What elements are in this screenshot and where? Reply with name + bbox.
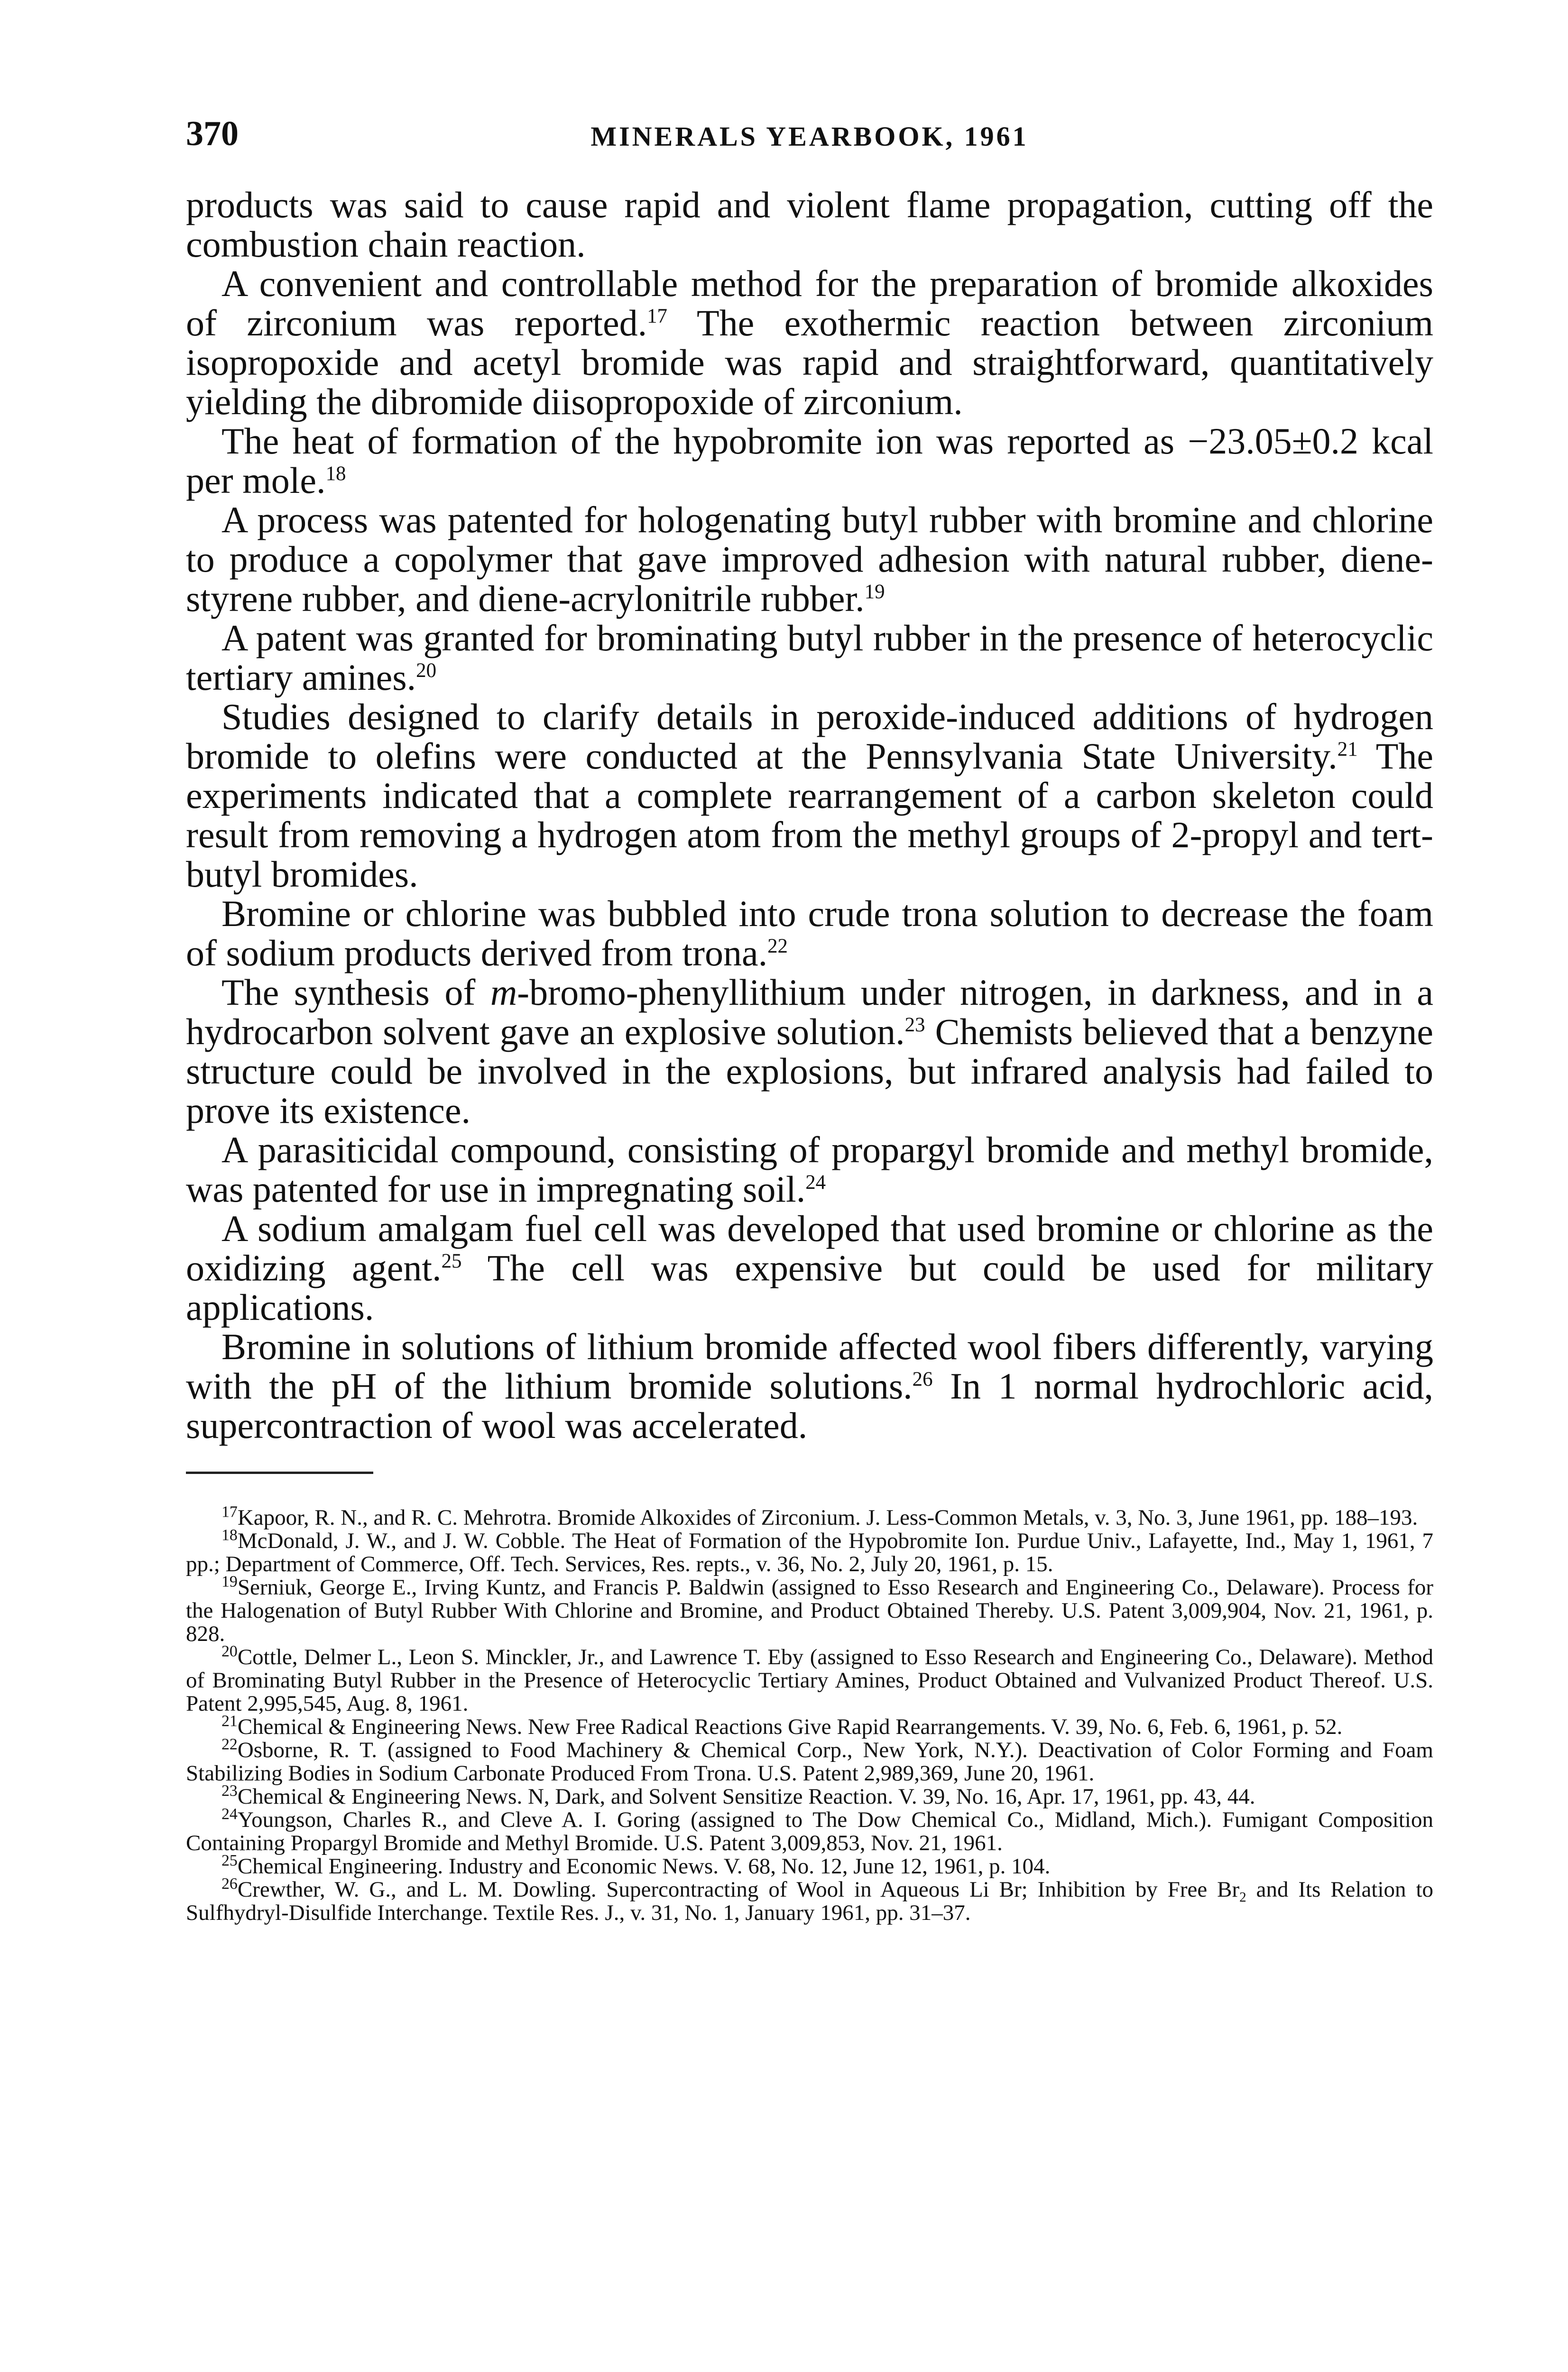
text-run: Osborne, R. T. (assigned to Food Machinery & Chemical Corp., New York, N.Y.). Deactivation of Color Forming and Foam Stabilizing Bodies in Sodium Carbonate Produced From Trona. U.S. Patent 2,989,369, June 20, 1961. (186, 1738, 1433, 1786)
footnote (186, 1712, 1433, 1739)
footnote-citation (186, 1738, 1433, 1786)
footnote-citation (238, 1854, 1051, 1879)
footnote (186, 1805, 1433, 1855)
paragraph (186, 618, 1433, 697)
text-run: A patent was granted for brominating butyl rubber in the presence of heterocyclic tertiary amines. (186, 617, 1433, 698)
footnote-citation (186, 1877, 1433, 1925)
text-run: Chemical & Engineering News. New Free Radical Reactions Give Rapid Rearrangements. V. 39, No. 6, Feb. 6, 1961, p. 52. (237, 1714, 1343, 1739)
text-run: and Its Relation to Sulfhydryl-Disulfide Interchange. Textile Res. J., v. 31, No. 1, January 1961, pp. 31–37. (186, 1877, 1433, 1925)
paragraph (186, 1327, 1433, 1445)
running-head: MINERALS YEARBOOK, 1961 (590, 121, 1029, 152)
text-run: The heat of formation of the hypobromite ion was reported as −23.05±0.2 kcal per mole. (186, 420, 1433, 501)
text-run: Cottle, Delmer L., Leon S. Minckler, Jr., and Lawrence T. Eby (assigned to Esso Research and Engineering Co., Delaware). Method of Brominating Butyl Rubber in the Presence of Heterocyclic Tertiary Amines, Product Obtained and Vulvanized Product Thereof. U.S. Patent 2,995,545, Aug. 8, 1961. (186, 1645, 1433, 1716)
paragraph (186, 1130, 1433, 1209)
footnote-reference: 25 (441, 1250, 462, 1272)
text-run: A convenient and controllable method for the preparation of bromide alkoxides of zirconium was reported. (186, 263, 1433, 343)
footnote-reference: 26 (912, 1368, 933, 1390)
page-header (186, 114, 1433, 185)
footnote-number: 26 (221, 1875, 238, 1893)
page (186, 114, 1433, 1925)
text-run: Crewther, W. G., and L. M. Dowling. Supercontracting of Wool in Aqueous Li Br; Inhibition by Free Br (237, 1877, 1240, 1902)
text-run: Chemists believed that a benzyne structure could be involved in the explosions, but infrared analysis had failed to prove its existence. (186, 1011, 1434, 1131)
footnote-number: 22 (221, 1735, 238, 1753)
text-run: The exothermic reaction between zirconium isopropoxide and acetyl bromide was rapid and straightforward, quantitatively yielding the dibromide diisopropoxide of zirconium. (186, 302, 1433, 422)
text-run: Serniuk, George E., Irving Kuntz, and Francis P. Baldwin (assigned to Esso Research and Engineering Co., Delaware). Process for the Halogenation of Butyl Rubber With Chlorine and Bromine, and Product Obtained Thereby. U.S. Patent 3,009,904, Nov. 21, 1961, p. 828. (186, 1575, 1433, 1646)
footnote (186, 1735, 1433, 1786)
subscript: 2 (1239, 1890, 1246, 1905)
footnote (186, 1782, 1433, 1809)
footnote-reference: 24 (805, 1171, 826, 1194)
paragraph (186, 500, 1433, 618)
footnote-number: 23 (221, 1782, 238, 1800)
footnote-number: 24 (221, 1805, 238, 1823)
footnote-reference: 21 (1337, 738, 1358, 760)
footnote-number: 19 (221, 1573, 238, 1591)
footnote-number: 18 (221, 1526, 238, 1544)
footnote-citation (238, 1714, 1343, 1739)
text-run: In 1 normal hydrochloric acid, supercontraction of wool was accelerated. (186, 1365, 1433, 1446)
footnote-citation (238, 1505, 1418, 1530)
footnote-reference: 19 (864, 581, 885, 603)
page-number: 370 (186, 114, 239, 153)
paragraph (186, 894, 1433, 973)
footnote-citation (186, 1645, 1433, 1716)
body-text (186, 185, 1433, 1445)
footnotes (186, 1503, 1433, 1925)
footnote-citation (186, 1529, 1433, 1576)
footnote-number: 20 (221, 1642, 238, 1660)
footnote-number: 17 (221, 1503, 238, 1521)
text-run: The cell was expensive but could be used for military applications. (186, 1247, 1433, 1328)
italic-text: m (490, 972, 517, 1013)
paragraph (186, 264, 1433, 421)
footnote-reference: 22 (767, 935, 788, 957)
text-run: The experiments indicated that a complete rearrangement of a carbon skeleton could result from removing a hydrogen atom from the methyl groups of 2-propyl and tert-butyl bromides. (186, 735, 1434, 895)
paragraph (186, 421, 1433, 500)
text-run: Youngson, Charles R., and Cleve A. I. Goring (assigned to The Dow Chemical Co., Midland, Mich.). Fumigant Composition Containing Propargyl Bromide and Methyl Bromide. U.S. Patent 3,009,853, Nov. 21, 1961. (186, 1807, 1433, 1855)
footnote-reference: 23 (904, 1014, 925, 1036)
text-run: Chemical Engineering. Industry and Economic News. V. 68, No. 12, June 12, 1961, p. 104. (237, 1854, 1051, 1879)
footnote-number: 21 (221, 1712, 238, 1730)
text-run: A sodium amalgam fuel cell was developed that used bromine or chlorine as the oxidizing agent. (186, 1208, 1433, 1288)
text-run: A process was patented for hologenating butyl rubber with bromine and chlorine to produce a copolymer that gave improved adhesion with natural rubber, diene-styrene rubber, and diene-acrylonitrile rubber. (186, 499, 1433, 619)
footnote-citation (186, 1575, 1433, 1646)
text-run: McDonald, J. W., and J. W. Cobble. The Heat of Formation of the Hypobromite Ion. Purdue Univ., Lafayette, Ind., May 1, 1961, 7 pp.; Department of Commerce, Off. Tech. Services, Res. repts., v. 36, No. 2, July 20, 1961, p. 15. (186, 1529, 1433, 1576)
paragraph (186, 973, 1433, 1130)
footnote (186, 1852, 1433, 1879)
footnote-number: 25 (221, 1852, 238, 1870)
text-run: Studies designed to clarify details in peroxide-induced additions of hydrogen bromide to olefins were conducted at the Pennsylvania State University. (186, 696, 1433, 777)
footnote (186, 1503, 1433, 1530)
text-run: Kapoor, R. N., and R. C. Mehrotra. Bromide Alkoxides of Zirconium. J. Less-Common Metals, v. 3, No. 3, June 1961, pp. 188–193. (237, 1505, 1418, 1530)
footnote-reference: 20 (416, 659, 437, 682)
text-run: products was said to cause rapid and violent flame propagation, cutting off the combustion chain reaction. (186, 184, 1433, 265)
footnote-citation (238, 1784, 1255, 1809)
footnote-rule (186, 1472, 373, 1474)
footnote (186, 1875, 1433, 1925)
footnote (186, 1526, 1433, 1576)
text-run: Bromine or chlorine was bubbled into crude trona solution to decrease the foam of sodium products derived from trona. (186, 893, 1433, 973)
text-run: -bromo-phenyllithium under nitrogen, in darkness, and in a hydrocarbon solvent gave an explosive solution. (186, 972, 1434, 1052)
footnote (186, 1573, 1433, 1646)
text-run: Bromine in solutions of lithium bromide affected wool fibers differently, varying with the pH of the lithium bromide solutions. (186, 1326, 1433, 1407)
footnote-citation (186, 1807, 1433, 1855)
text-run: A parasiticidal compound, consisting of propargyl bromide and methyl bromide, was patented for use in impregnating soil. (186, 1129, 1433, 1210)
text-run: The synthesis of (221, 972, 490, 1013)
text-run: Chemical & Engineering News. N, Dark, and Solvent Sensitize Reaction. V. 39, No. 16, Apr. 17, 1961, pp. 43, 44. (237, 1784, 1255, 1809)
paragraph (186, 1209, 1433, 1327)
footnote-reference: 17 (647, 305, 667, 327)
paragraph (186, 185, 1433, 264)
footnote-reference: 18 (325, 463, 346, 485)
paragraph (186, 697, 1433, 894)
footnote (186, 1642, 1433, 1716)
